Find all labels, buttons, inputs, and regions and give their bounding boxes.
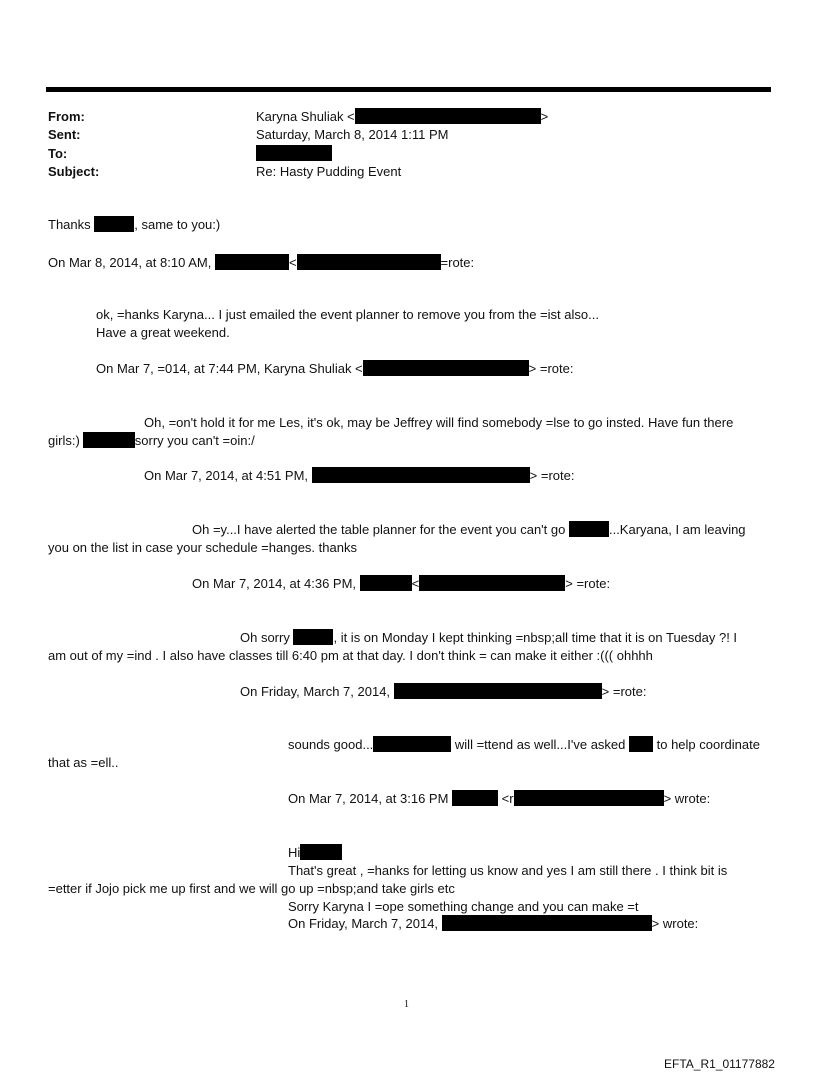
body-line: you on the list in case your schedule =hanges. thanks [48,540,357,555]
redaction [514,790,664,806]
redaction [355,108,541,124]
from-label: From: [48,109,85,124]
sent-value: Saturday, March 8, 2014 1:11 PM [256,127,449,142]
redaction [312,467,530,483]
sent-label: Sent: [48,127,81,142]
redaction [419,575,565,591]
redaction [215,254,289,270]
redaction [83,432,135,448]
body-line: sounds good... will =ttend as well...I've asked to help coordinate [288,737,760,752]
body-line: Thanks , same to you:) [48,217,221,232]
redaction [569,521,609,537]
body-line: girls:) sorry you can't =oin:/ [48,433,255,448]
body-line: that as =ell.. [48,755,119,770]
document-id: EFTA_R1_01177882 [664,1057,775,1071]
quote-header: On Mar 7, 2014, at 4:36 PM, < > =rote: [192,576,611,591]
quote-header: On Mar 7, =014, at 7:44 PM, Karyna Shuliak < > =rote: [96,361,574,376]
redaction [94,216,134,232]
subject-value: Re: Hasty Pudding Event [256,164,402,179]
redaction [394,683,602,699]
redaction [293,629,333,645]
redaction [363,360,529,376]
body-line: Oh sorry , it is on Monday I kept thinking =nbsp;all time that it is on Tuesday ?! I [240,630,738,645]
redaction [629,736,653,752]
to-label: To: [48,146,68,161]
to-value [256,145,332,162]
redaction [452,790,498,806]
quote-header: On Friday, March 7, 2014, > wrote: [288,916,699,931]
subject-label: Subject: [48,164,100,179]
header-rule [46,87,771,92]
quote-header: On Friday, March 7, 2014, > =rote: [240,684,647,699]
body-line: Have a great weekend. [96,325,230,340]
body-line: Oh, =on't hold it for me Les, it's ok, may be Jeffrey will find somebody =lse to go insted. Have fun there [144,415,734,430]
redaction [442,915,652,931]
quote-header: On Mar 8, 2014, at 8:10 AM, < =rote: [48,255,475,270]
redaction [373,736,451,752]
redaction [297,254,441,270]
body-line: Oh =y...I have alerted the table planner for the event you can't go ...Karyana, I am leaving [192,522,746,537]
redaction [256,145,332,161]
body-line: am out of my =ind . I also have classes till 6:40 pm at that day. I don't think = can make it either :((( ohhhh [48,648,653,663]
body-line: That's great , =hanks for letting us know and yes I am still there . I think bit is [288,863,728,878]
body-line: Hi [288,844,342,861]
redaction [300,844,342,860]
body-line: Sorry Karyna I =ope something change and you can make =t [288,899,639,914]
redaction [360,575,412,591]
quote-header: On Mar 7, 2014, at 4:51 PM, > =rote: [144,468,575,483]
quote-header: On Mar 7, 2014, at 3:16 PM <r > wrote: [288,791,711,806]
body-line: ok, =hanks Karyna... I just emailed the event planner to remove you from the =ist also... [96,307,599,322]
page-number: 1 [404,999,409,1010]
from-value: Karyna Shuliak < > [256,109,549,124]
body-line: =etter if Jojo pick me up first and we will go up =nbsp;and take girls etc [48,881,455,896]
